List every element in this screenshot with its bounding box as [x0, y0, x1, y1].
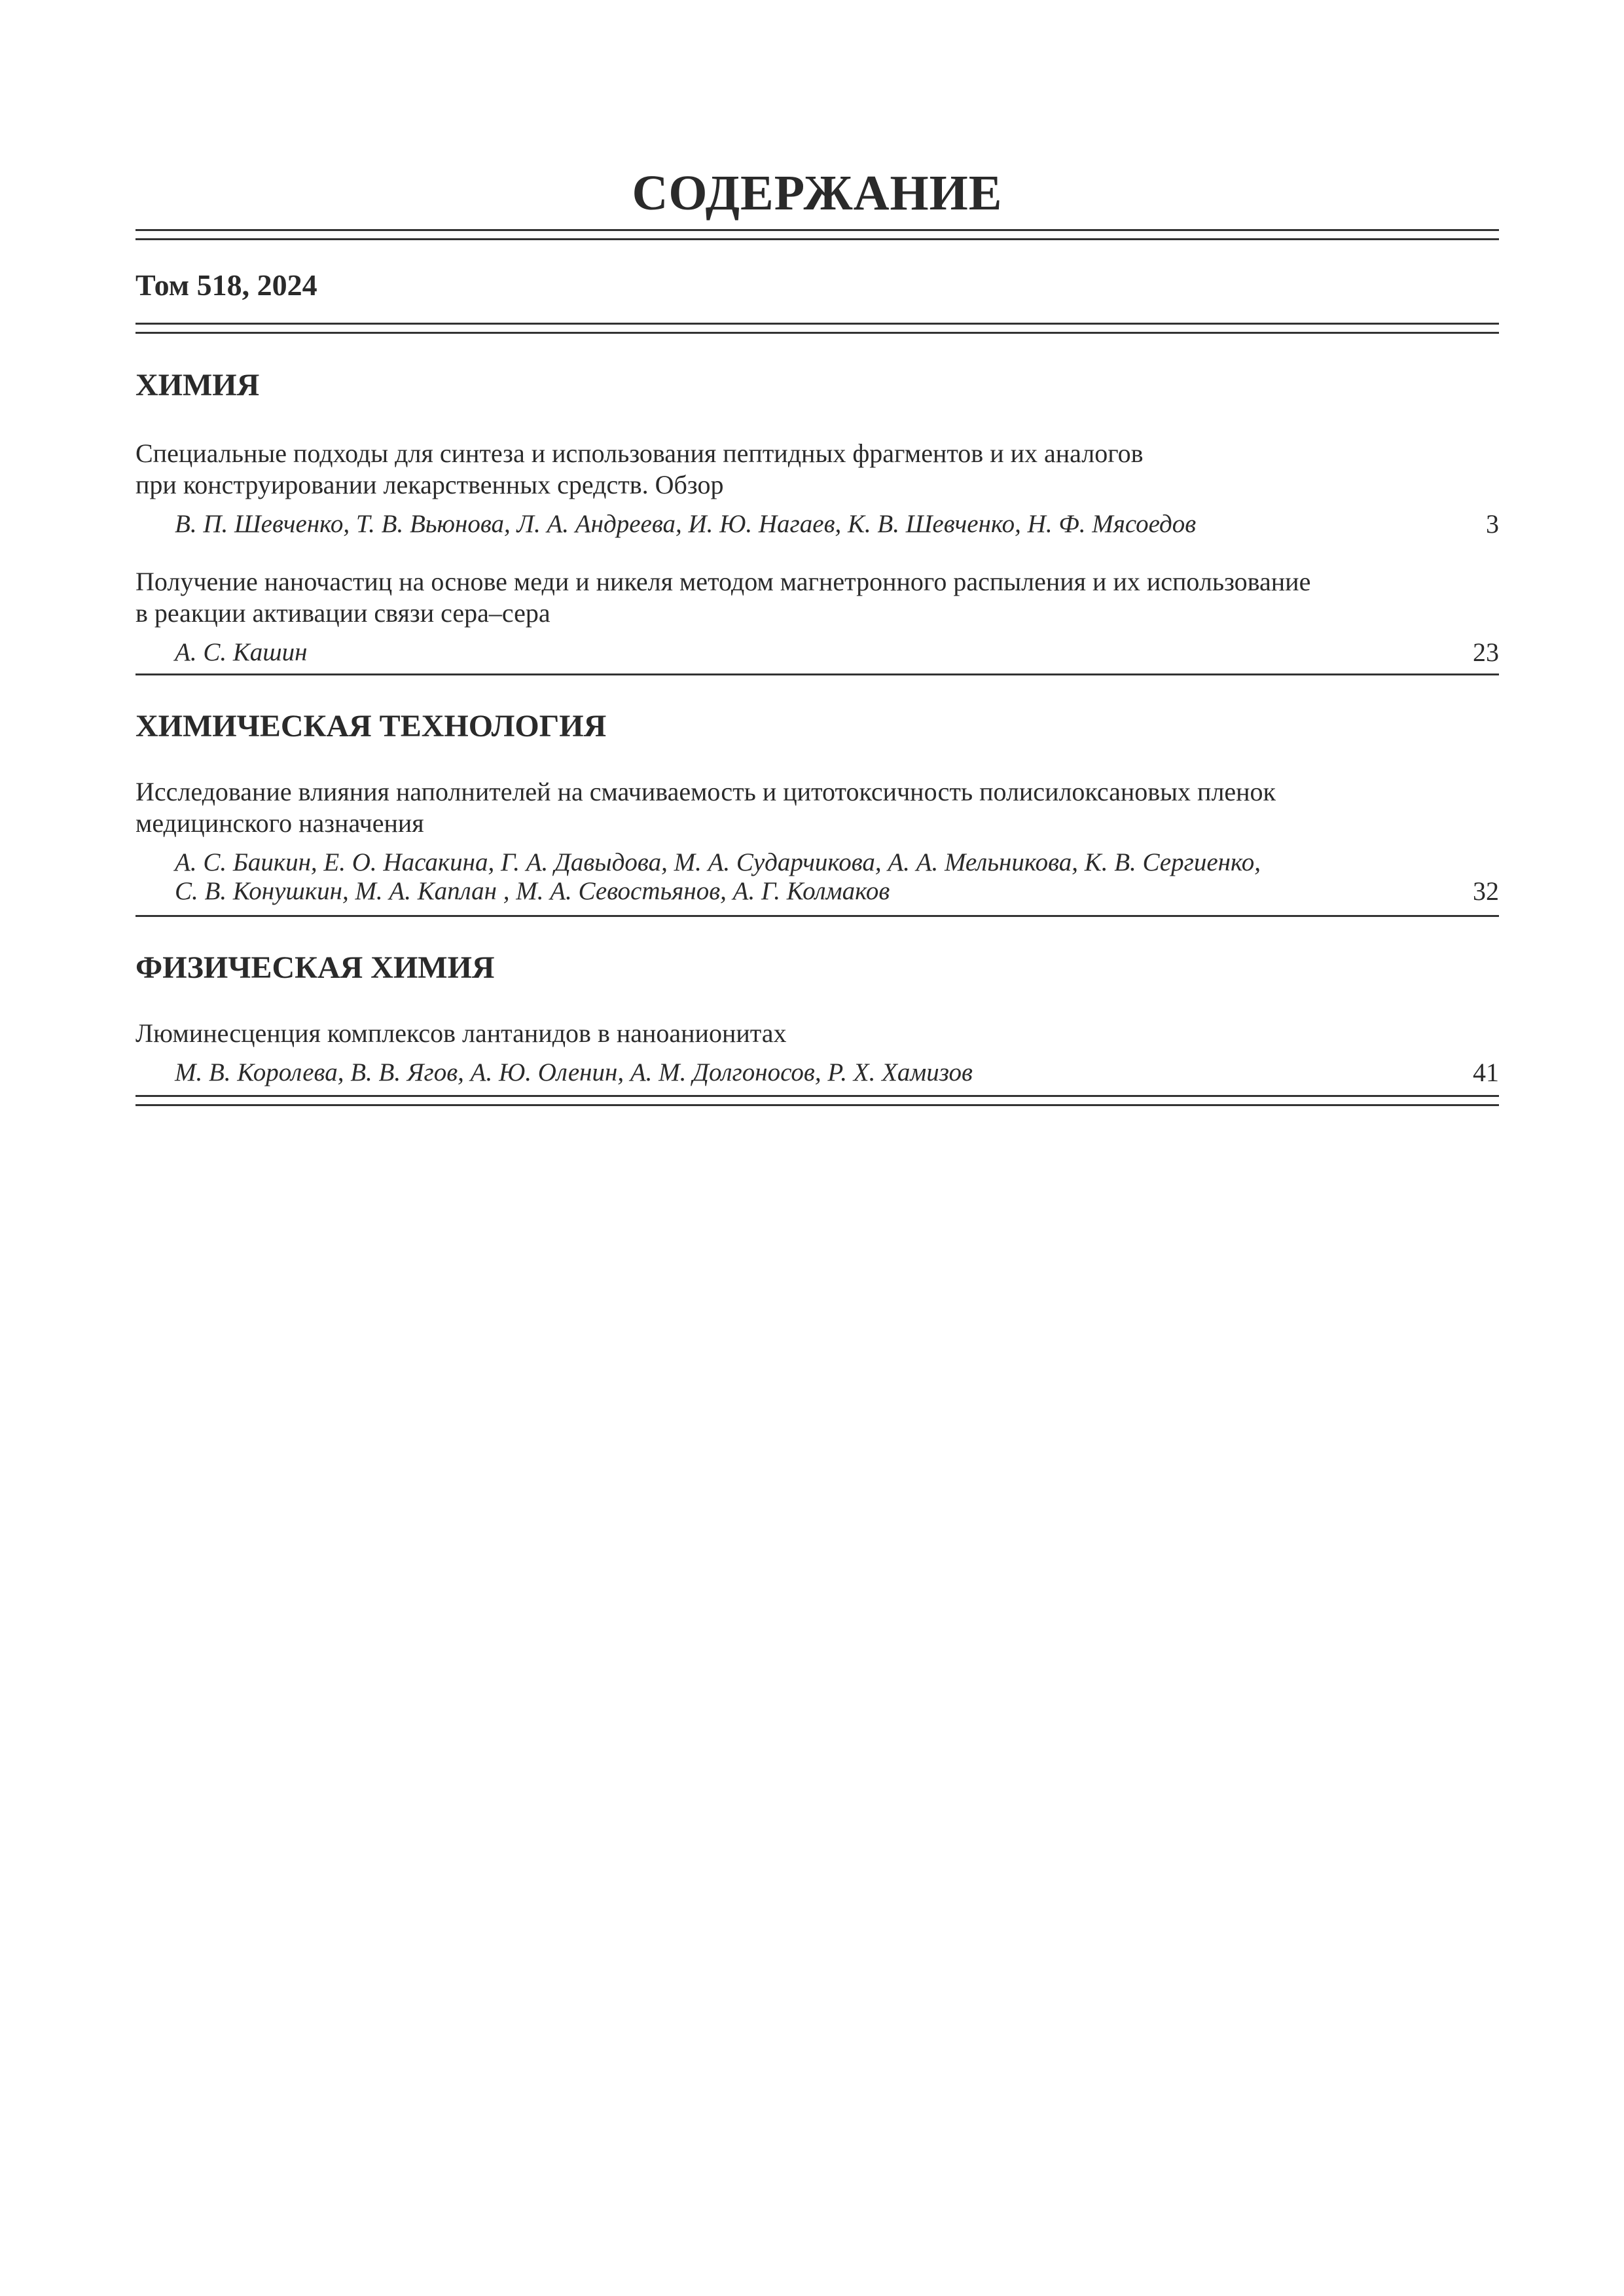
rule-line: [135, 1104, 1499, 1106]
authors-row: [135, 1058, 1499, 1087]
page-number: 41: [1473, 1058, 1499, 1087]
authors-line: А. С. Баикин, Е. О. Насакина, Г. А. Давыдова, М. А. Сударчикова, А. А. Мельникова, К. В. Сергиенко,: [175, 848, 1261, 876]
authors-row: [135, 510, 1499, 539]
article-title-line: Получение наночастиц на основе меди и никеля методом магнетронного распыления и их использование: [135, 567, 1311, 596]
section-chemical-technology: [135, 708, 1499, 906]
volume-double-rule: [135, 323, 1499, 336]
authors-line: А. С. Кашин: [175, 638, 308, 666]
authors-line: М. В. Королева, В. В. Ягов, А. Ю. Оленин, А. М. Долгоносов, Р. Х. Хамизов: [175, 1058, 973, 1086]
title-double-rule: [135, 229, 1499, 242]
section-heading: ХИМИЯ: [135, 368, 260, 403]
authors-line: С. В. Конушкин, М. А. Каплан , М. А. Севостьянов, А. Г. Колмаков: [175, 877, 890, 905]
article-authors: [135, 638, 1405, 667]
toc-entry[interactable]: [135, 776, 1499, 906]
rule-line: [135, 238, 1499, 240]
page-number: 32: [1473, 876, 1499, 906]
toc-entry[interactable]: [135, 1018, 1499, 1087]
article-title-line: Специальные подходы для синтеза и использования пептидных фрагментов и их аналогов: [135, 439, 1144, 468]
page-number: 3: [1486, 509, 1499, 539]
article-title: [135, 776, 1499, 839]
rule-line: [135, 332, 1499, 334]
article-authors: [135, 510, 1405, 539]
article-title-line: Исследование влияния наполнителей на смачиваемость и цитотоксичность полисилоксановых пленок: [135, 777, 1276, 806]
contents-page: [135, 164, 1499, 1108]
authors-line: В. П. Шевченко, Т. В. Вьюнова, Л. А. Андреева, И. Ю. Нагаев, К. В. Шевченко, Н. Ф. Мясоедов: [175, 510, 1197, 538]
rule-line: [135, 323, 1499, 325]
section-chemistry: [135, 367, 1499, 667]
article-title-line: при конструировании лекарственных средств. Обзор: [135, 470, 724, 499]
section-rule: [135, 915, 1499, 917]
section-physical-chemistry: [135, 950, 1499, 1087]
article-title: [135, 1018, 1499, 1049]
volume-year: Том 518, 2024: [135, 268, 317, 302]
article-title-line: медицинского назначения: [135, 808, 424, 838]
article-title-line: Люминесценция комплексов лантанидов в наноанионитах: [135, 1018, 787, 1048]
article-title: [135, 438, 1499, 501]
authors-row: [135, 848, 1499, 906]
rule-line: [135, 229, 1499, 231]
rule-line: [135, 1095, 1499, 1097]
page-number: 23: [1473, 637, 1499, 667]
closing-double-rule: [135, 1095, 1499, 1108]
toc-entry[interactable]: [135, 566, 1499, 667]
section-rule: [135, 673, 1499, 675]
section-heading: ФИЗИЧЕСКАЯ ХИМИЯ: [135, 950, 495, 985]
section-heading: ХИМИЧЕСКАЯ ТЕХНОЛОГИЯ: [135, 709, 607, 744]
article-title-line: в реакции активации связи сера–сера: [135, 598, 550, 628]
article-authors: [135, 1058, 1405, 1087]
article-title: [135, 566, 1499, 629]
authors-row: [135, 638, 1499, 667]
toc-entry[interactable]: [135, 438, 1499, 539]
article-authors: [135, 848, 1405, 906]
page-title: СОДЕРЖАНИЕ: [632, 166, 1003, 221]
